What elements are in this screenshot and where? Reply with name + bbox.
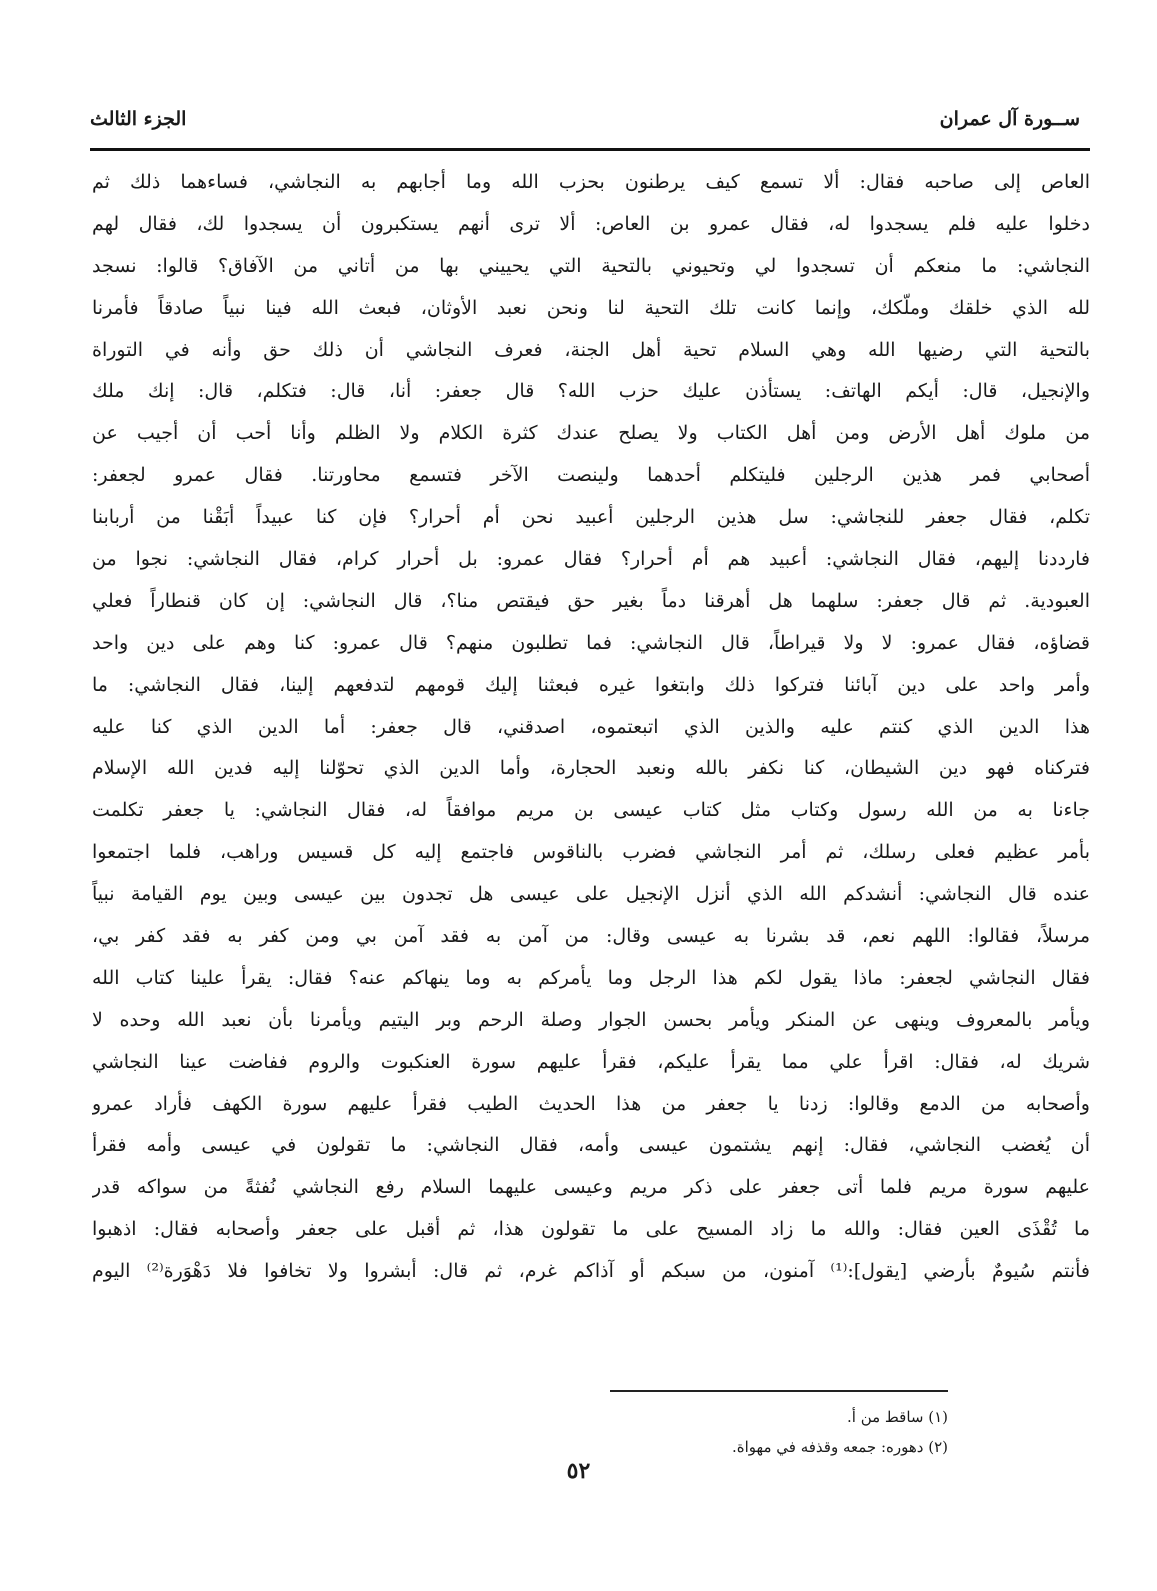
text-line: النجاشي: ما منعكم أن تسجدوا لي وتحيوني بالتحية التي يحييني بها من أتاني من الآفاق؟ قالوا: نسجد: [92, 254, 1090, 277]
text-line: العاص إلى صاحبه فقال: ألا تسمع كيف يرطنون بحزب الله وما أجابهم به النجاشي، فساءهما ذلك ثم: [92, 171, 1090, 193]
juz-label: الجزء الثالث: [90, 108, 187, 130]
text-line: أصحابي فمر هذين الرجلين فليتكلم أحدهما ولينصت الآخر فتسمع محاورتنا. فقال عمرو لجعفر:: [92, 464, 1090, 487]
text-line: لله الذي خلقك وملّكك، وإنما كانت تلك التحية لنا ونحن نعبد الأوثان، فبعث الله فينا نبياً صادقاً فأمرنا: [92, 296, 1090, 319]
text-line: من ملوك أهل الأرض ومن أهل الكتاب ولا يصلح عندك كثرة الكلام ولا الظلم وأنا أحب أن أجيب عن: [92, 422, 1090, 445]
text-line: قضاؤه، فقال عمرو: لا ولا قيراطاً، قال النجاشي: فما تطلبون منهم؟ قال عمرو: كنا وهم على دين واحد: [92, 631, 1090, 654]
text-line: العبودية. ثم قال جعفر: سلهما هل أهرقنا دماً بغير حق فيقتص منا؟، قال النجاشي: إن كان قنطاراً فعلي: [92, 589, 1090, 612]
text-line: والإنجيل، قال: أيكم الهاتف: يستأذن عليك حزب الله؟ قال جعفر: أنا، قال: فتكلم، قال: إنك ملك: [92, 380, 1090, 403]
text-line: فتركناه فهو دين الشيطان، كنا نكفر بالله ونعبد الحجارة، وأما الدين الذي تحوّلنا إليه فدين الله الإسلام: [92, 757, 1090, 780]
running-header: [90, 108, 1080, 148]
footnote-item: (١) ساقط من أ.: [846, 1408, 948, 1426]
text-line: أن يُغضب النجاشي، فقال: إنهم يشتمون عيسى وأمه، فقال النجاشي: ما تقولون في عيسى وأمه فقرأ: [92, 1134, 1090, 1157]
footnote-divider: [610, 1390, 948, 1392]
text-line: ما تُقْذَى العين فقال: والله ما زاد المسيح على ما تقولون هذا، ثم أقبل على جعفر وأصحابه فقال: اذهبوا: [92, 1218, 1090, 1241]
text-line: وأصحابه من الدمع وقالوا: زدنا يا جعفر من هذا الحديث الطيب فقرأ عليهم سورة الكهف فأراد عمرو: [92, 1092, 1090, 1115]
text-line: جاءنا به من الله رسول وكتاب مثل كتاب عيسى بن مريم موافقاً له، فقال النجاشي: يا جعفر تكلمت: [92, 799, 1090, 822]
page-number: ٥٢: [566, 1458, 591, 1484]
text-line: هذا الدين الذي كنتم عليه والذين الذي اتبعتموه، اصدقني، قال جعفر: أما الدين الذي كنا عليه: [92, 715, 1090, 738]
text-line: تكلم، فقال جعفر للنجاشي: سل هذين الرجلين أعبيد نحن أم أحرار؟ فإن كنا عبيداً أبَقْنا من أربابنا: [92, 506, 1090, 529]
text-line: عنده قال النجاشي: أنشدكم الله الذي أنزل الإنجيل على عيسى هل تجدون بين عيسى وبين يوم القيامة نبياً: [92, 883, 1090, 906]
surah-title: ســورة آل عمران: [939, 108, 1080, 130]
text-line: فارددنا إليهم، فقال النجاشي: أعبيد هم أم أحرار؟ فقال عمرو: بل أحرار كرام، فقال النجاشي: نجوا من: [92, 548, 1090, 571]
text-line: بأمر عظيم فعلى رسلك، ثم أمر النجاشي فضرب بالناقوس فاجتمع إليه كل قسيس وراهب، فلما اجتمعوا: [92, 841, 1090, 864]
footnotes: [500, 1402, 948, 1462]
header-divider: [90, 148, 1090, 151]
main-text: [92, 162, 1090, 1293]
text-line: مرسلاً، فقالوا: اللهم نعم، قد بشرنا به عيسى وقال: من آمن به فقد آمن بي ومن كفر به فقد كفر بي،: [92, 925, 1090, 948]
text-line: شريك له، فقال: اقرأ علي مما يقرأ عليكم، فقرأ عليهم سورة العنكبوت والروم ففاضت عينا النجاشي: [92, 1050, 1090, 1073]
text-line: ويأمر بالمعروف وينهى عن المنكر ويأمر بحسن الجوار وصلة الرحم وبر اليتيم ويأمرنا بأن نعبد الله وحده لا: [92, 1008, 1090, 1031]
text-line: دخلوا عليه فلم يسجدوا له، فقال عمرو بن العاص: ألا ترى أنهم يستكبرون أن يسجدوا لك، فقال لهم: [92, 212, 1090, 235]
text-line: عليهم سورة مريم فلما أتى جعفر على ذكر مريم وعيسى عليهما السلام رفع النجاشي نُفثةً من سواكه قدر: [92, 1176, 1090, 1199]
footnote-item: (٢) دهوره: جمعه وقذفه في مهواة.: [732, 1438, 948, 1456]
text-line: فقال النجاشي لجعفر: ماذا يقول لكم هذا الرجل وما يأمركم به وما ينهاكم عنه؟ فقال: يقرأ علينا كتاب الله: [92, 966, 1090, 989]
text-line: فأنتم سُيومٌ بأرضي [يقول]:⁽¹⁾ آمنون، من سبكم أو آذاكم غرم، ثم قال: أبشروا ولا تخافوا فلا دَهْوَرة⁽²⁾ اليوم: [92, 1260, 1090, 1283]
text-line: وأمر واحد على دين آبائنا فتركوا ذلك وابتغوا غيره فبعثنا إليك قومهم لتدفعهم إلينا، فقال النجاشي: ما: [92, 673, 1090, 696]
text-line: بالتحية التي رضيها الله وهي السلام تحية أهل الجنة، فعرف النجاشي أن ذلك حق وأنه في التوراة: [92, 338, 1090, 361]
